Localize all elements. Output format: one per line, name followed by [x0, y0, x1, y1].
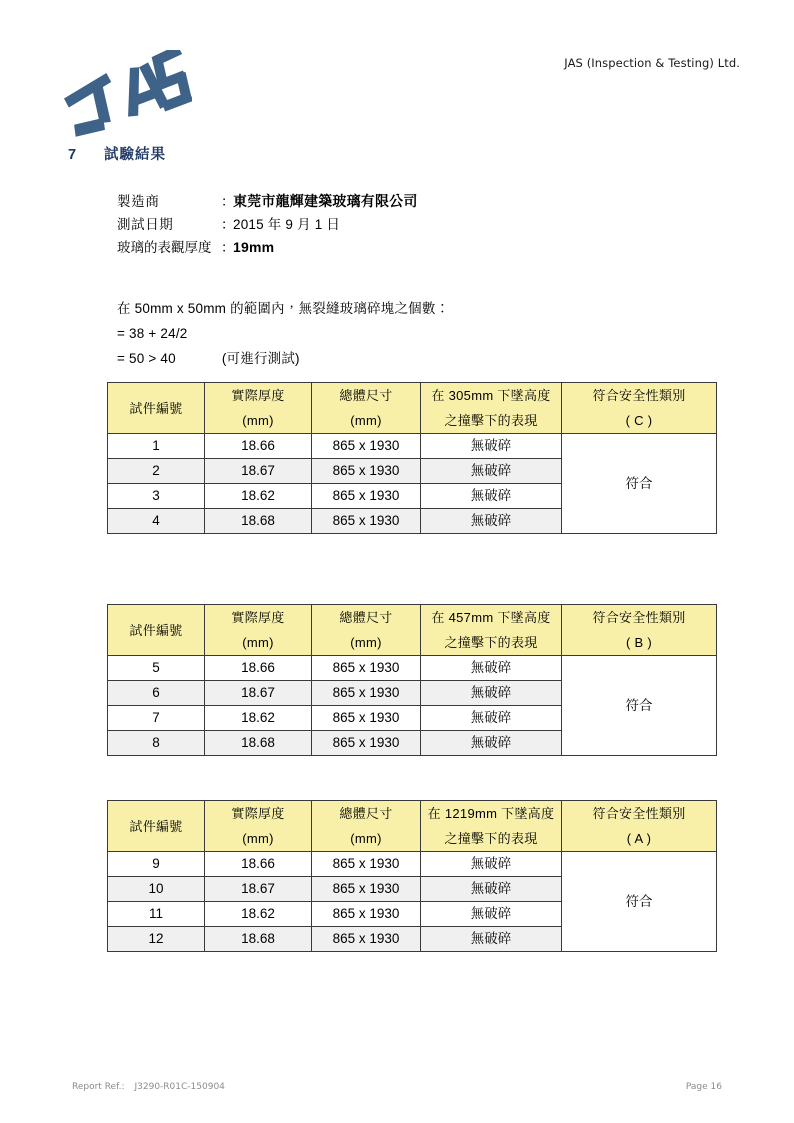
cell-size: 865 x 1930 [312, 434, 421, 459]
report-reference [72, 1082, 225, 1092]
header-safety-category-value: ( B ) [562, 630, 717, 656]
manufacturer-value: 東莞市龍輝建築玻璃有限公司 [233, 193, 418, 209]
cell-performance: 無破碎 [421, 656, 562, 681]
page-header [0, 44, 794, 144]
cell-size: 865 x 1930 [312, 459, 421, 484]
header-impact-performance: 在 305mm 下墜高度 [421, 383, 562, 409]
cell-specimen-id: 12 [108, 927, 205, 952]
test-date-colon: ： [221, 217, 235, 232]
table-header-row-top [108, 801, 717, 827]
table-body [108, 852, 717, 952]
header-specimen-id: 試件編號 [108, 801, 205, 852]
report-ref-label: Report Ref.: [72, 1082, 125, 1092]
report-ref-value: J3290-R01C-150904 [134, 1082, 225, 1092]
header-overall-size-unit: (mm) [312, 826, 421, 852]
cell-thickness: 18.66 [205, 852, 312, 877]
cell-performance: 無破碎 [421, 927, 562, 952]
section-title: 試驗結果 [104, 147, 166, 163]
table-body [108, 656, 717, 756]
header-impact-performance-sub: 之撞擊下的表現 [421, 826, 562, 852]
header-safety-category: 符合安全性類別 [562, 801, 717, 827]
impact-results-table-c [107, 382, 717, 534]
cell-verdict: 符合 [562, 852, 717, 952]
fragment-count-block [117, 296, 449, 371]
table-row [108, 656, 717, 681]
cell-specimen-id: 11 [108, 902, 205, 927]
table-head [108, 383, 717, 434]
nominal-thickness-label: 玻璃的表觀厚度 [117, 240, 212, 255]
header-impact-performance: 在 457mm 下墜高度 [421, 605, 562, 631]
table-head [108, 605, 717, 656]
header-safety-category-value: ( A ) [562, 826, 717, 852]
cell-thickness: 18.62 [205, 706, 312, 731]
header-actual-thickness-unit: (mm) [205, 630, 312, 656]
fragment-count-result: = 50 > 40 [117, 351, 176, 366]
header-impact-performance: 在 1219mm 下墜高度 [421, 801, 562, 827]
cell-specimen-id: 7 [108, 706, 205, 731]
fragment-count-result-line [117, 346, 449, 371]
header-safety-category: 符合安全性類別 [562, 383, 717, 409]
table-body [108, 434, 717, 534]
page-footer [0, 1082, 794, 1102]
cell-thickness: 18.67 [205, 681, 312, 706]
header-safety-category-value: ( C ) [562, 408, 717, 434]
cell-thickness: 18.62 [205, 484, 312, 509]
cell-specimen-id: 1 [108, 434, 205, 459]
cell-specimen-id: 10 [108, 877, 205, 902]
info-row-nominal-thickness [117, 236, 418, 259]
section-number: 7 [68, 147, 77, 163]
nominal-thickness-colon: ： [221, 240, 235, 255]
cell-specimen-id: 9 [108, 852, 205, 877]
header-actual-thickness: 實際厚度 [205, 605, 312, 631]
cell-thickness: 18.66 [205, 434, 312, 459]
cell-thickness: 18.68 [205, 509, 312, 534]
cell-specimen-id: 5 [108, 656, 205, 681]
header-overall-size: 總體尺寸 [312, 383, 421, 409]
test-date-value: 2015 年 9 月 1 日 [233, 217, 341, 232]
nominal-thickness-value: 19mm [233, 239, 275, 255]
cell-size: 865 x 1930 [312, 927, 421, 952]
cell-performance: 無破碎 [421, 706, 562, 731]
header-actual-thickness-unit: (mm) [205, 826, 312, 852]
impact-results-table-b [107, 604, 717, 756]
info-row-test-date [117, 213, 418, 236]
header-overall-size: 總體尺寸 [312, 801, 421, 827]
section-heading [68, 143, 166, 164]
cell-performance: 無破碎 [421, 731, 562, 756]
header-specimen-id: 試件編號 [108, 605, 205, 656]
header-overall-size-unit: (mm) [312, 408, 421, 434]
table-header-row-top [108, 383, 717, 409]
cell-thickness: 18.67 [205, 459, 312, 484]
jas-logo [62, 50, 192, 142]
manufacturer-label: 製造商 [117, 194, 160, 209]
cell-specimen-id: 8 [108, 731, 205, 756]
table-row [108, 434, 717, 459]
cell-performance: 無破碎 [421, 484, 562, 509]
table-head [108, 801, 717, 852]
cell-size: 865 x 1930 [312, 852, 421, 877]
fragment-count-statement: 在 50mm x 50mm 的範圍內，無裂縫玻璃碎塊之個數： [117, 301, 450, 316]
cell-specimen-id: 3 [108, 484, 205, 509]
specimen-info-block [117, 190, 418, 259]
header-overall-size-unit: (mm) [312, 630, 421, 656]
table-row [108, 852, 717, 877]
cell-performance: 無破碎 [421, 509, 562, 534]
page-number: Page 16 [685, 1082, 722, 1092]
header-impact-performance-sub: 之撞擊下的表現 [421, 630, 562, 656]
cell-performance: 無破碎 [421, 902, 562, 927]
cell-specimen-id: 4 [108, 509, 205, 534]
cell-thickness: 18.68 [205, 927, 312, 952]
header-specimen-id: 試件編號 [108, 383, 205, 434]
cell-performance: 無破碎 [421, 459, 562, 484]
table-header-row-top [108, 605, 717, 631]
company-name: JAS (Inspection & Testing) Ltd. [564, 56, 740, 70]
header-actual-thickness: 實際厚度 [205, 383, 312, 409]
cell-specimen-id: 6 [108, 681, 205, 706]
impact-results-table-a [107, 800, 717, 952]
info-row-manufacturer [117, 190, 418, 213]
header-safety-category: 符合安全性類別 [562, 605, 717, 631]
header-overall-size: 總體尺寸 [312, 605, 421, 631]
cell-performance: 無破碎 [421, 852, 562, 877]
header-impact-performance-sub: 之撞擊下的表現 [421, 408, 562, 434]
cell-thickness: 18.66 [205, 656, 312, 681]
fragment-count-note: (可進行測試) [221, 351, 300, 366]
cell-size: 865 x 1930 [312, 731, 421, 756]
cell-verdict: 符合 [562, 656, 717, 756]
cell-size: 865 x 1930 [312, 902, 421, 927]
manufacturer-colon: ： [221, 194, 235, 209]
fragment-count-calc: = 38 + 24/2 [117, 326, 188, 341]
header-actual-thickness-unit: (mm) [205, 408, 312, 434]
cell-size: 865 x 1930 [312, 706, 421, 731]
cell-performance: 無破碎 [421, 681, 562, 706]
cell-size: 865 x 1930 [312, 656, 421, 681]
cell-size: 865 x 1930 [312, 877, 421, 902]
cell-size: 865 x 1930 [312, 509, 421, 534]
cell-thickness: 18.68 [205, 731, 312, 756]
cell-specimen-id: 2 [108, 459, 205, 484]
cell-verdict: 符合 [562, 434, 717, 534]
test-date-label: 測試日期 [117, 217, 174, 232]
header-actual-thickness: 實際厚度 [205, 801, 312, 827]
cell-performance: 無破碎 [421, 434, 562, 459]
cell-size: 865 x 1930 [312, 484, 421, 509]
cell-performance: 無破碎 [421, 877, 562, 902]
cell-thickness: 18.67 [205, 877, 312, 902]
cell-size: 865 x 1930 [312, 681, 421, 706]
cell-thickness: 18.62 [205, 902, 312, 927]
